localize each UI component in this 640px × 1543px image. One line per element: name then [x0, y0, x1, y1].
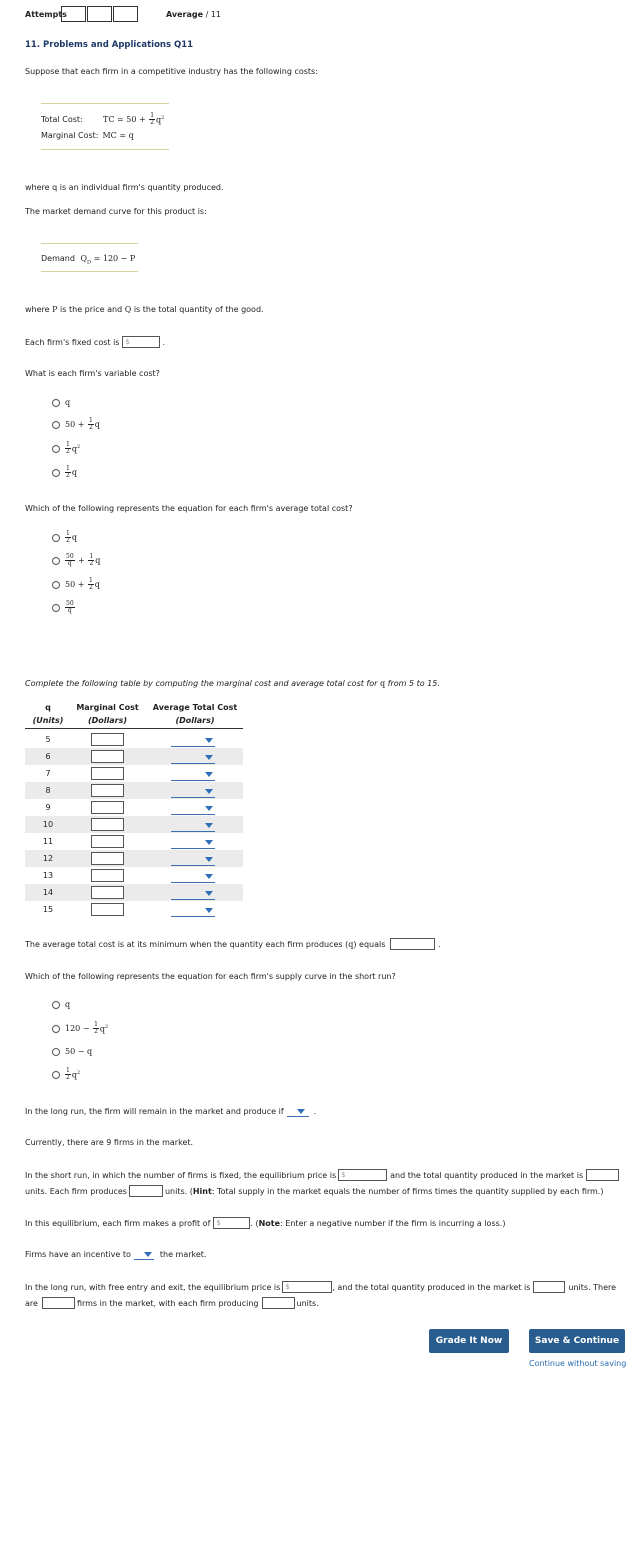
demand-label: Demand	[41, 254, 75, 263]
table-row: 9	[25, 799, 243, 816]
atc-min-suffix: .	[438, 939, 441, 949]
table-intro: Complete the following table by computing the marginal cost and average total cost for q from 5 to 15.	[25, 679, 440, 688]
dropdown-arrow-icon	[205, 789, 213, 794]
mc-input[interactable]	[91, 886, 124, 899]
incentive-dropdown[interactable]	[134, 1249, 154, 1260]
fixed-cost-row	[25, 336, 165, 348]
col-mc-unit: (Dollars)	[87, 716, 128, 725]
atc-dropdown[interactable]	[171, 887, 215, 900]
atc-option-2[interactable]: $\frac{50}{q}$ + $\frac{1}{2}$ q	[52, 554, 100, 567]
continue-without-saving-link[interactable]: Continue without saving	[529, 1359, 627, 1368]
supply-option-3[interactable]	[52, 1047, 92, 1056]
col-q-header: q	[45, 703, 51, 712]
fixed-cost-input[interactable]: $	[122, 336, 160, 348]
variable-cost-option-1[interactable]	[52, 398, 70, 407]
table-row: 8	[25, 782, 243, 799]
mc-input[interactable]	[91, 733, 124, 746]
variable-cost-option-4[interactable]: $\frac{1}{2}$ q	[52, 466, 77, 479]
radio-button[interactable]	[52, 421, 60, 429]
atc-question: Which of the following represents the equation for each firm's average total cost?	[25, 504, 353, 513]
long-run-remain-text: In the long run, the firm will remain in the market and produce if	[25, 1107, 284, 1116]
short-run-price-input[interactable]: $	[338, 1169, 387, 1181]
atc-dropdown[interactable]	[171, 768, 215, 781]
mc-input[interactable]	[91, 750, 124, 763]
atc-dropdown[interactable]	[171, 785, 215, 798]
mc-input[interactable]	[91, 835, 124, 848]
long-run-text: firms in the market, with each firm producing	[76, 1298, 259, 1308]
marginal-cost-equation: MC = q	[102, 131, 134, 140]
table-row: 12	[25, 850, 243, 867]
short-run-text: and the total quantity produced in the market is	[390, 1170, 584, 1180]
table-row: 11	[25, 833, 243, 850]
attempt-box	[87, 6, 112, 22]
demand-box-top-rule	[41, 243, 138, 244]
dropdown-arrow-icon	[205, 772, 213, 777]
total-cost-label: Total Cost:	[41, 115, 83, 124]
incentive-text: Firms have an incentive to	[25, 1250, 131, 1259]
intro-text: Suppose that each firm in a competitive industry has the following costs:	[25, 67, 318, 76]
where-p-text: where P is the price and Q is the total quantity of the good.	[25, 305, 264, 314]
option-label: 50 − q	[65, 1047, 93, 1056]
radio-button[interactable]	[52, 469, 60, 477]
dropdown-arrow-icon	[205, 755, 213, 760]
demand-q: Q	[80, 254, 88, 263]
mc-input[interactable]	[91, 784, 124, 797]
table-row: 7	[25, 765, 243, 782]
long-run-text: , and the total quantity produced in the market is	[332, 1282, 531, 1292]
variable-cost-option-2[interactable]: 50 + $\frac{1}{2}$ q	[52, 418, 100, 431]
option-label: q	[65, 398, 71, 407]
radio-button[interactable]	[52, 1048, 60, 1056]
atc-option-3[interactable]: 50 + $\frac{1}{2}$ q	[52, 578, 100, 591]
atc-min-input[interactable]	[390, 938, 435, 950]
radio-button[interactable]	[52, 1071, 60, 1079]
table-row: 10	[25, 816, 243, 833]
radio-button[interactable]	[52, 534, 60, 542]
dropdown-arrow-icon	[205, 891, 213, 896]
short-run-line-2	[25, 1185, 603, 1197]
marginal-cost-label: Marginal Cost:	[41, 131, 99, 140]
supply-option-2[interactable]: 120 − $\frac{1}{2}$ $q^2$	[52, 1022, 108, 1035]
atc-dropdown[interactable]	[171, 734, 215, 747]
marginal-cost-row	[41, 131, 134, 140]
long-run-total-quantity-input[interactable]	[533, 1281, 565, 1293]
short-run-line-1	[25, 1169, 619, 1181]
table-row: 6	[25, 748, 243, 765]
radio-button[interactable]	[52, 1001, 60, 1009]
table-row: 15	[25, 901, 243, 918]
cost-box-bottom-rule	[41, 149, 169, 150]
atc-dropdown[interactable]	[171, 853, 215, 866]
attempts-boxes	[61, 6, 143, 24]
demand-box-bottom-rule	[41, 271, 138, 272]
fraction-one-half: $\frac{1}{2}$	[150, 112, 155, 126]
radio-button[interactable]	[52, 1025, 60, 1033]
short-run-hint: units. (Hint: Total supply in the market equals the number of firms times the quantity supplied by each firm.)	[164, 1186, 604, 1196]
long-run-line-2	[25, 1297, 319, 1309]
short-run-text: units. Each firm produces	[25, 1186, 127, 1196]
dropdown-arrow-icon	[205, 857, 213, 862]
fixed-cost-suffix: .	[162, 337, 166, 347]
dropdown-arrow-icon	[205, 840, 213, 845]
atc-min-text: The average total cost is at its minimum when the quantity each firm produces (q) equals	[25, 939, 386, 949]
short-run-text: In the short run, in which the number of firms is fixed, the equilibrium price is	[25, 1170, 337, 1180]
option-label: 120 −	[65, 1024, 93, 1033]
col-atc-unit: (Dollars)	[175, 716, 215, 725]
mc-input[interactable]	[91, 767, 124, 780]
dropdown-arrow-icon	[205, 823, 213, 828]
supply-option-4[interactable]: $\frac{1}{2}$ $q^2$	[52, 1068, 80, 1081]
attempt-box	[113, 6, 138, 22]
atc-option-1[interactable]: $\frac{1}{2}$ q	[52, 531, 77, 544]
supply-question: Which of the following represents the equation for each firm's supply curve in the short run?	[25, 972, 396, 981]
table-header-rule	[25, 728, 243, 729]
atc-dropdown[interactable]	[171, 870, 215, 883]
profit-input[interactable]: $	[213, 1217, 250, 1229]
supply-option-1[interactable]	[52, 1000, 70, 1009]
total-cost-equation: TC = 50 +	[103, 115, 149, 124]
atc-option-4[interactable]: $\frac{50}{q}$	[52, 601, 76, 614]
radio-button[interactable]	[52, 581, 60, 589]
dropdown-arrow-icon	[205, 806, 213, 811]
long-run-line-1	[25, 1281, 616, 1293]
atc-dropdown[interactable]	[171, 819, 215, 832]
option-label: q	[65, 1000, 71, 1009]
long-run-dropdown[interactable]	[287, 1106, 309, 1117]
long-run-remain-row	[25, 1106, 316, 1117]
radio-button[interactable]	[52, 557, 60, 565]
profit-note: . (Note: Enter a negative number if the firm is incurring a loss.)	[250, 1218, 506, 1228]
col-q-unit: (Units)	[32, 716, 64, 725]
dropdown-arrow-icon	[205, 874, 213, 879]
variable-cost-question: What is each firm's variable cost?	[25, 369, 160, 378]
mc-input[interactable]	[91, 801, 124, 814]
atc-dropdown[interactable]	[171, 904, 215, 917]
mc-input[interactable]	[91, 903, 124, 916]
long-run-text: units. There	[568, 1282, 617, 1292]
table-row: 14	[25, 884, 243, 901]
question-title: 11. Problems and Applications Q11	[25, 40, 194, 50]
profit-row	[25, 1217, 505, 1229]
currently-text: Currently, there are 9 firms in the market.	[25, 1138, 194, 1147]
mc-input[interactable]	[91, 852, 124, 865]
long-run-firms-input[interactable]	[42, 1297, 75, 1309]
table-row: 5	[25, 731, 243, 748]
long-run-price-input[interactable]: $	[282, 1281, 332, 1293]
demand-rhs: = 120 − P	[91, 254, 136, 263]
mc-input[interactable]	[91, 818, 124, 831]
incentive-row	[25, 1249, 206, 1260]
attempt-box	[61, 6, 86, 22]
short-run-total-quantity-input[interactable]	[586, 1169, 619, 1181]
atc-dropdown[interactable]	[171, 802, 215, 815]
long-run-remain-suffix: .	[313, 1107, 317, 1116]
long-run-text: units.	[296, 1298, 319, 1308]
cost-box-top-rule	[41, 103, 169, 104]
atc-dropdown[interactable]	[171, 836, 215, 849]
save-continue-button[interactable]: Save & Continue	[529, 1329, 625, 1353]
radio-button[interactable]	[52, 604, 60, 612]
fixed-cost-prompt: Each firm's fixed cost is	[25, 337, 120, 347]
long-run-text: In the long run, with free entry and exit, the equilibrium price is	[25, 1282, 281, 1292]
dropdown-arrow-icon	[297, 1109, 305, 1114]
total-cost-row: Total Cost: TC = 50 + $\frac{1}{2}$ $q^2$	[41, 112, 165, 126]
option-label: 50 +	[65, 420, 87, 429]
average-score: Average / 11	[166, 10, 222, 19]
radio-button[interactable]	[52, 399, 60, 407]
long-run-firm-quantity-input[interactable]	[262, 1297, 295, 1309]
short-run-firm-quantity-input[interactable]	[129, 1185, 163, 1197]
demand-intro-text: The market demand curve for this product is:	[25, 207, 207, 216]
dropdown-arrow-icon	[144, 1252, 152, 1257]
incentive-text-post: the market.	[159, 1250, 207, 1259]
table-row: 13	[25, 867, 243, 884]
mc-input[interactable]	[91, 869, 124, 882]
col-mc-header: Marginal Cost	[76, 703, 139, 712]
profit-text: In this equilibrium, each firm makes a profit of	[25, 1218, 211, 1228]
dropdown-arrow-icon	[205, 908, 213, 913]
demand-sub: D	[87, 259, 92, 266]
col-atc-header: Average Total Cost	[152, 703, 238, 712]
grade-it-now-button[interactable]: Grade It Now	[429, 1329, 509, 1353]
where-q-text: where q is an individual firm's quantity produced.	[25, 183, 224, 192]
attempts-label: Attempts	[25, 10, 67, 19]
atc-dropdown[interactable]	[171, 751, 215, 764]
variable-cost-option-3[interactable]: $\frac{1}{2}$ $q^2$	[52, 442, 80, 455]
radio-button[interactable]	[52, 445, 60, 453]
demand-equation	[41, 254, 135, 266]
dropdown-arrow-icon	[205, 738, 213, 743]
long-run-text: are	[25, 1298, 38, 1308]
atc-min-row	[25, 938, 441, 950]
